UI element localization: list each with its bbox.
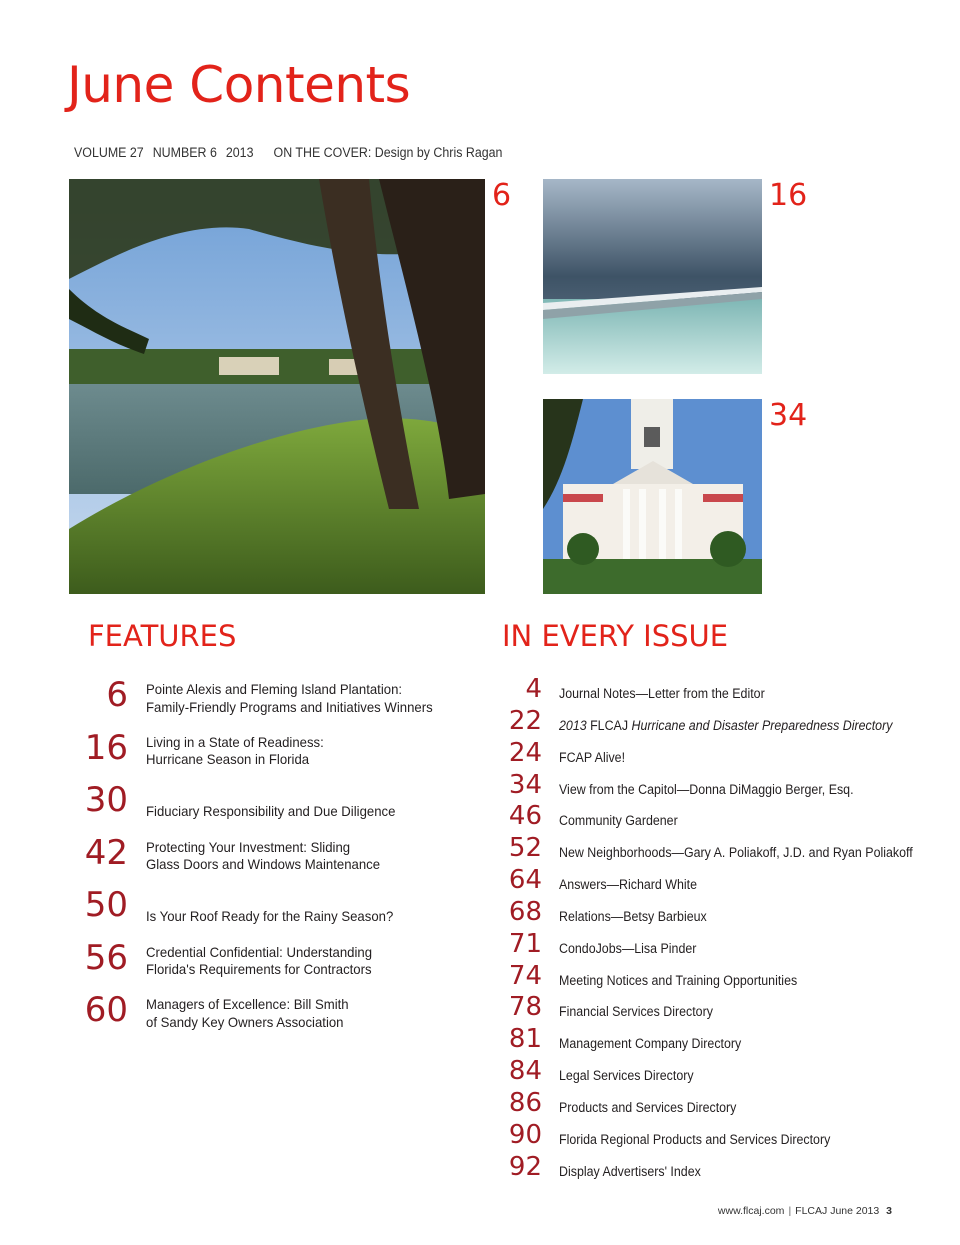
issue-title: Meeting Notices and Training Opportunities [559, 972, 798, 988]
issue-title: Management Company Directory [559, 1036, 742, 1052]
issue-title: Financial Services Directory [559, 1004, 713, 1020]
issue-page-number: 86 [508, 1087, 542, 1118]
issue-item [500, 738, 940, 770]
issue-page-number: 22 [508, 705, 542, 736]
issue-title [559, 718, 892, 734]
feature-title [146, 908, 456, 926]
issue-page-number: 24 [508, 737, 542, 768]
issue-title: Display Advertisers' Index [559, 1163, 701, 1179]
issue-page-number: 68 [508, 896, 542, 927]
issue-item [500, 897, 940, 929]
feature-item [80, 781, 480, 834]
issue-meta [74, 145, 508, 160]
footer-issue: June 2013 [830, 1205, 880, 1217]
page-footer [718, 1205, 892, 1217]
issue-page-number: 84 [508, 1056, 542, 1087]
feature-title-line2: Glass Doors and Windows Maintenance [146, 856, 381, 872]
feature-item [80, 729, 480, 782]
feature-title-line1: Protecting Your Investment: Sliding [146, 838, 351, 855]
issue-item [500, 674, 940, 706]
feature-title-line1: Living in a State of Readiness: [146, 733, 324, 750]
issue-item [500, 865, 940, 897]
feature-title-line1: Is Your Roof Ready for the Rainy Season? [146, 908, 394, 924]
photo-page-label-16: 16 [769, 178, 808, 213]
issue-title: View from the Capitol—Donna DiMaggio Berger, Esq. [559, 781, 854, 797]
issue-title: Products and Services Directory [559, 1099, 737, 1115]
feature-item [80, 991, 480, 1044]
issue-title-year: 2013 [559, 717, 587, 733]
volume-label: VOLUME 27 [74, 145, 144, 160]
issue-item [500, 770, 940, 802]
every-issue-list [500, 674, 940, 1184]
photo-lake-trees [69, 179, 485, 594]
footer-separator: | [788, 1205, 792, 1217]
issue-title: CondoJobs—Lisa Pinder [559, 940, 697, 956]
footer-publication: FLCAJ [795, 1205, 828, 1217]
feature-page-number: 6 [106, 675, 128, 715]
feature-item [80, 676, 480, 729]
issue-title-directory: Hurricane and Disaster Preparedness Directory [631, 717, 893, 733]
feature-item [80, 834, 480, 887]
feature-title [146, 681, 456, 716]
issue-item [500, 1024, 940, 1056]
issue-item [500, 992, 940, 1024]
issue-item [500, 929, 940, 961]
feature-title [146, 944, 456, 979]
issue-page-number: 90 [508, 1119, 542, 1150]
feature-item [80, 939, 480, 992]
feature-title-line2: of Sandy Key Owners Association [146, 1013, 344, 1030]
issue-page-number: 34 [508, 769, 542, 800]
feature-title-line1: Fiduciary Responsibility and Due Diligence [146, 803, 396, 819]
issue-title: Relations—Betsy Barbieux [559, 908, 707, 924]
issue-item [500, 1088, 940, 1120]
issue-page-number: 92 [508, 1151, 542, 1182]
feature-page-number: 30 [84, 780, 128, 820]
photo-page-label-34: 34 [769, 398, 808, 433]
issue-item [500, 1152, 940, 1184]
cover-credit: ON THE COVER: Design by Chris Ragan [273, 145, 503, 160]
photo-storm-bridge [543, 179, 762, 374]
feature-page-number: 60 [84, 990, 128, 1030]
issue-page-number: 71 [508, 928, 542, 959]
feature-title-line1: Credential Confidential: Understanding [146, 943, 373, 960]
feature-title-line1: Pointe Alexis and Fleming Island Plantation: [146, 681, 403, 697]
feature-title-line2: Hurricane Season in Florida [146, 751, 310, 767]
issue-title: New Neighborhoods—Gary A. Poliakoff, J.D. and Ryan Poliakoff [559, 845, 913, 861]
page-title: June Contents [67, 56, 411, 114]
issue-item [500, 801, 940, 833]
features-list [80, 676, 480, 1044]
issue-page-number: 64 [508, 865, 542, 896]
photo-capitol [543, 399, 762, 594]
feature-item [80, 886, 480, 939]
issue-page-number: 81 [508, 1024, 542, 1055]
issue-title: FCAP Alive! [559, 749, 626, 765]
feature-page-number: 16 [84, 727, 128, 768]
feature-title-line2: Family-Friendly Programs and Initiatives Winners [146, 698, 433, 715]
page-number: 3 [886, 1205, 892, 1217]
year-label: 2013 [225, 145, 254, 160]
feature-page-number: 50 [84, 885, 128, 925]
issue-item [500, 1120, 940, 1152]
issue-page-number: 46 [508, 801, 542, 832]
issue-page-number: 78 [508, 992, 542, 1023]
feature-title-line1: Managers of Excellence: Bill Smith [146, 996, 349, 1012]
issue-title-publication: FLCAJ [586, 717, 632, 733]
footer-site: www.flcaj.com [717, 1205, 785, 1217]
photo-page-label-6: 6 [492, 178, 512, 213]
issue-item [500, 961, 940, 993]
feature-title [146, 803, 456, 821]
feature-page-number: 56 [84, 937, 128, 978]
issue-title: Answers—Richard White [559, 877, 698, 893]
issue-title: Community Gardener [559, 813, 678, 829]
issue-title: Florida Regional Products and Services Directory [559, 1131, 831, 1147]
issue-page-number: 74 [508, 960, 542, 991]
number-label: NUMBER 6 [152, 145, 217, 160]
issue-page-number: 4 [525, 674, 542, 704]
feature-page-number: 42 [84, 832, 128, 873]
issue-item [500, 833, 940, 865]
issue-title: Journal Notes—Letter from the Editor [559, 686, 765, 701]
issue-item [500, 1056, 940, 1088]
feature-title [146, 734, 456, 769]
issue-page-number: 52 [508, 833, 542, 864]
feature-title [146, 839, 456, 874]
every-issue-heading: IN EVERY ISSUE [502, 619, 729, 653]
issue-item [500, 706, 940, 738]
features-heading: FEATURES [88, 619, 237, 653]
feature-title [146, 996, 456, 1031]
feature-title-line2: Florida's Requirements for Contractors [146, 961, 372, 977]
issue-title: Legal Services Directory [559, 1068, 694, 1084]
